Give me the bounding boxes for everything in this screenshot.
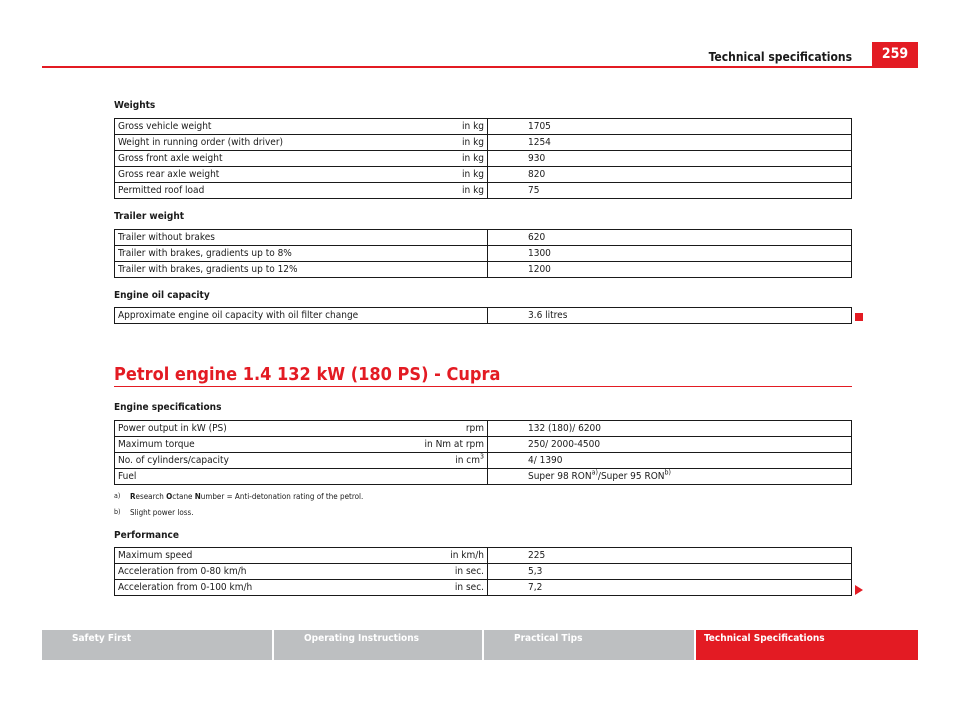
oil-table <box>114 307 852 324</box>
engine-table <box>114 420 852 485</box>
weights-table <box>114 118 852 199</box>
row-unit: in kg <box>462 137 484 148</box>
row-label: Fuel <box>118 471 137 482</box>
performance-table <box>114 547 852 596</box>
footnote-text: umber = Anti-detonation rating of the petrol. <box>200 492 364 501</box>
row-unit: in kg <box>462 185 484 196</box>
tab-technical-specifications[interactable]: Technical Specifications <box>696 630 918 660</box>
row-label: Maximum torque <box>118 439 195 450</box>
table-row <box>115 183 852 199</box>
row-label: Permitted roof load <box>118 185 205 196</box>
row-value: 3.6 litres <box>488 308 852 324</box>
running-header-title: Technical specifications <box>708 50 852 64</box>
row-unit: in sec. <box>454 582 484 593</box>
row-label: Maximum speed <box>118 550 193 561</box>
row-unit: in Nm at rpm <box>424 439 484 450</box>
footnote <box>114 492 363 501</box>
row-label: No. of cylinders/capacity <box>118 455 229 466</box>
acronym-letter: N <box>194 492 201 501</box>
performance-heading: Performance <box>114 530 179 541</box>
table-row <box>115 262 852 278</box>
footnote-text: Slight power loss. <box>130 508 194 517</box>
footnote-text: esearch <box>135 492 167 501</box>
unit-text: in cm <box>455 455 480 466</box>
table-row <box>115 230 852 246</box>
row-label: Gross vehicle weight <box>118 121 212 132</box>
engine-heading: Engine specifications <box>114 402 222 413</box>
footer-nav <box>42 630 918 660</box>
table-row <box>115 548 852 564</box>
table-row <box>115 167 852 183</box>
row-unit <box>455 452 484 466</box>
row-label: Trailer with brakes, gradients up to 12% <box>118 264 298 275</box>
table-row <box>115 246 852 262</box>
table-row <box>115 564 852 580</box>
row-value: 7,2 <box>488 580 852 596</box>
row-label: Gross front axle weight <box>118 153 223 164</box>
table-row <box>115 469 852 485</box>
fuel-primary: Super 98 RON <box>528 471 592 482</box>
tab-practical-tips[interactable]: Practical Tips <box>484 630 694 660</box>
row-label: Weight in running order (with driver) <box>118 137 284 148</box>
fuel-alternative: /Super 95 RON <box>597 471 665 482</box>
row-label: Trailer without brakes <box>118 232 215 243</box>
row-label: Power output in kW (PS) <box>118 423 227 434</box>
tab-operating-instructions[interactable]: Operating Instructions <box>274 630 482 660</box>
row-label: Acceleration from 0-80 km/h <box>118 566 247 577</box>
row-label: Approximate engine oil capacity with oil filter change <box>118 310 359 321</box>
row-unit: in sec. <box>454 566 484 577</box>
row-value: 250/ 2000-4500 <box>488 437 852 453</box>
table-row <box>115 421 852 437</box>
footnote-text: ctane <box>172 492 195 501</box>
footnote-ref: b) <box>664 468 672 477</box>
trailer-heading: Trailer weight <box>114 211 185 222</box>
row-value: 1300 <box>488 246 852 262</box>
table-row <box>115 437 852 453</box>
oil-heading: Engine oil capacity <box>114 290 210 301</box>
row-value: 930 <box>488 151 852 167</box>
row-label: Gross rear axle weight <box>118 169 220 180</box>
row-value: 5,3 <box>488 564 852 580</box>
footnote-mark: b) <box>114 508 121 516</box>
row-label: Acceleration from 0-100 km/h <box>118 582 253 593</box>
row-unit: in km/h <box>450 550 484 561</box>
unit-superscript: 3 <box>479 452 484 461</box>
row-unit: in kg <box>462 121 484 132</box>
header-divider <box>42 66 918 68</box>
footnote <box>114 508 194 517</box>
table-row <box>115 308 852 324</box>
trailer-table <box>114 229 852 278</box>
row-value: 1254 <box>488 135 852 151</box>
table-row <box>115 580 852 596</box>
row-label: Trailer with brakes, gradients up to 8% <box>118 248 292 259</box>
tab-safety-first[interactable]: Safety First <box>42 630 272 660</box>
acronym-letter: R <box>130 492 136 501</box>
table-row <box>115 453 852 469</box>
footnote-ref: a) <box>591 468 598 477</box>
row-value: 4/ 1390 <box>488 453 852 469</box>
row-value: 1705 <box>488 119 852 135</box>
table-row <box>115 119 852 135</box>
section-end-marker-icon <box>855 313 863 321</box>
row-unit: in kg <box>462 169 484 180</box>
page-number: 259 <box>872 42 918 66</box>
weights-heading: Weights <box>114 100 156 111</box>
table-row <box>115 135 852 151</box>
footnote-mark: a) <box>114 492 121 500</box>
table-row <box>115 151 852 167</box>
row-value: 1200 <box>488 262 852 278</box>
continue-arrow-icon <box>855 585 863 595</box>
row-unit: rpm <box>465 423 484 434</box>
chapter-title: Petrol engine 1.4 132 kW (180 PS) - Cupra <box>114 364 501 385</box>
row-value: 620 <box>488 230 852 246</box>
row-value: 132 (180)/ 6200 <box>488 421 852 437</box>
row-unit: in kg <box>462 153 484 164</box>
chapter-divider <box>114 386 852 387</box>
row-value: 75 <box>488 183 852 199</box>
acronym-letter: O <box>166 492 173 501</box>
row-value: 820 <box>488 167 852 183</box>
row-value: 225 <box>488 548 852 564</box>
row-value <box>488 469 852 485</box>
